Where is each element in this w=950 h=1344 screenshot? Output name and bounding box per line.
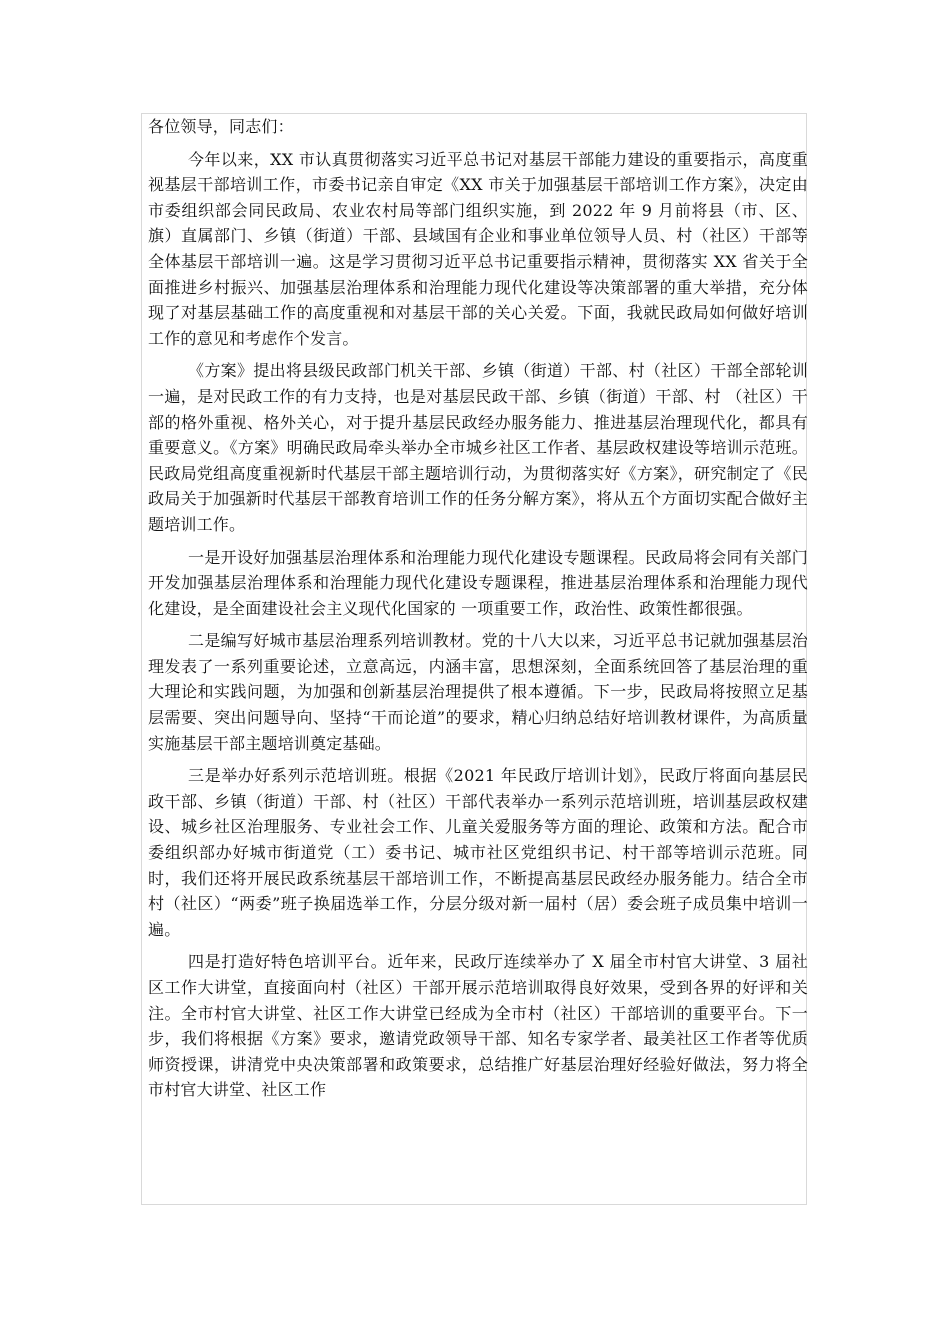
document-body — [148, 114, 808, 1103]
paragraph-plan: 《方案》提出将县级民政部门机关干部、乡镇（街道）干部、村（社区）干部全部轮训一遍，是对民政工作的有力支持，也是对基层民政干部、乡镇（街道）干部、村 （社区）干部的格外重视、格外关心，对于提升基层民政经办服务能力、推进基层治理现代化，都具有重要意义。《方案》明确民政局牵头举办全市城乡社区工作者、基层政权建设等培训示范班。民政局党组高度重视新时代基层干部主题培训行动，为贯彻落实好《方案》，研究制定了《民政局关于加强新时代基层干部教育培训工作的任务分解方案》，将从五个方面切实配合做好主题培训工作。 — [148, 361, 808, 534]
paragraph-point-one: 一是开设好加强基层治理体系和治理能力现代化建设专题课程。民政局将会同有关部门开发加强基层治理体系和治理能力现代化建设专题课程，推进基层治理体系和治理能力现代化建设，是全面建设社会主义现代化国家的 一项重要工作，政治性、政策性都很强。 — [148, 547, 808, 618]
paragraph-point-three: 三是举办好系列示范培训班。根据《2021 年民政厅培训计划》，民政厅将面向基层民政干部、乡镇（街道）干部、村（社区）干部代表举办一系列示范培训班，培训基层政权建设、城乡社区治理服务、专业社会工作、儿童关爱服务等方面的理论、政策和方法。配合市委组织部办好城市街道党（工）委书记、城市社区党组织书记、村干部等培训示范班。同时，我们还将开展民政系统基层干部培训工作，不断提高基层民政经办服务能力。结合全市村（社区）“两委”班子换届选举工作，分层分级对新一届村（居）委会班子成员集中培训一遍。 — [148, 766, 808, 939]
greeting: 各位领导，同志们： — [148, 117, 294, 136]
paragraph-intro: 今年以来，XX 市认真贯彻落实习近平总书记对基层干部能力建设的重要指示，高度重视基层干部培训工作，市委书记亲自审定《XX 市关于加强基层干部培训工作方案》，决定由市委组织部会同民政局、农业农村局等部门组织实施，到 2022 年 9 月前将县（市、区、旗）直属部门、乡镇（街道）干部、县域国有企业和事业单位领导人员、村（社区）干部等全体基层干部培训一遍。这是学习贯彻习近平总书记重要指示精神，贯彻落实 XX 省关于全面推进乡村振兴、加强基层治理体系和治理能力现代化建设等决策部署的重大举措，充分体现了对基层基础工作的高度重视和对基层干部的关心关爱。下面，我就民政局如何做好培训工作的意见和考虑作个发言。 — [148, 149, 808, 348]
paragraph-point-four: 四是打造好特色培训平台。近年来，民政厅连续举办了 X 届全市村官大讲堂、3 届社区工作大讲堂，直接面向村（社区）干部开展示范培训取得良好效果，受到各界的好评和关注。全市村官大讲堂、社区工作大讲堂已经成为全市村（社区）干部培训的重要平台。下一步，我们将根据《方案》要求，邀请党政领导干部、知名专家学者、最美社区工作者等优质师资授课，讲清党中央决策部署和政策要求，总结推广好基层治理好经验好做法，努力将全市村官大讲堂、社区工作 — [148, 952, 808, 1100]
paragraph-point-two: 二是编写好城市基层治理系列培训教材。党的十八大以来，习近平总书记就加强基层治理发表了一系列重要论述，立意高远，内涵丰富，思想深刻，全面系统回答了基层治理的重大理论和实践问题，为加强和创新基层治理提供了根本遵循。下一步，民政局将按照立足基层需要、突出问题导向、坚持“干而论道”的要求，精心归纳总结好培训教材课件，为高质量实施基层干部主题培训奠定基础。 — [148, 631, 808, 753]
